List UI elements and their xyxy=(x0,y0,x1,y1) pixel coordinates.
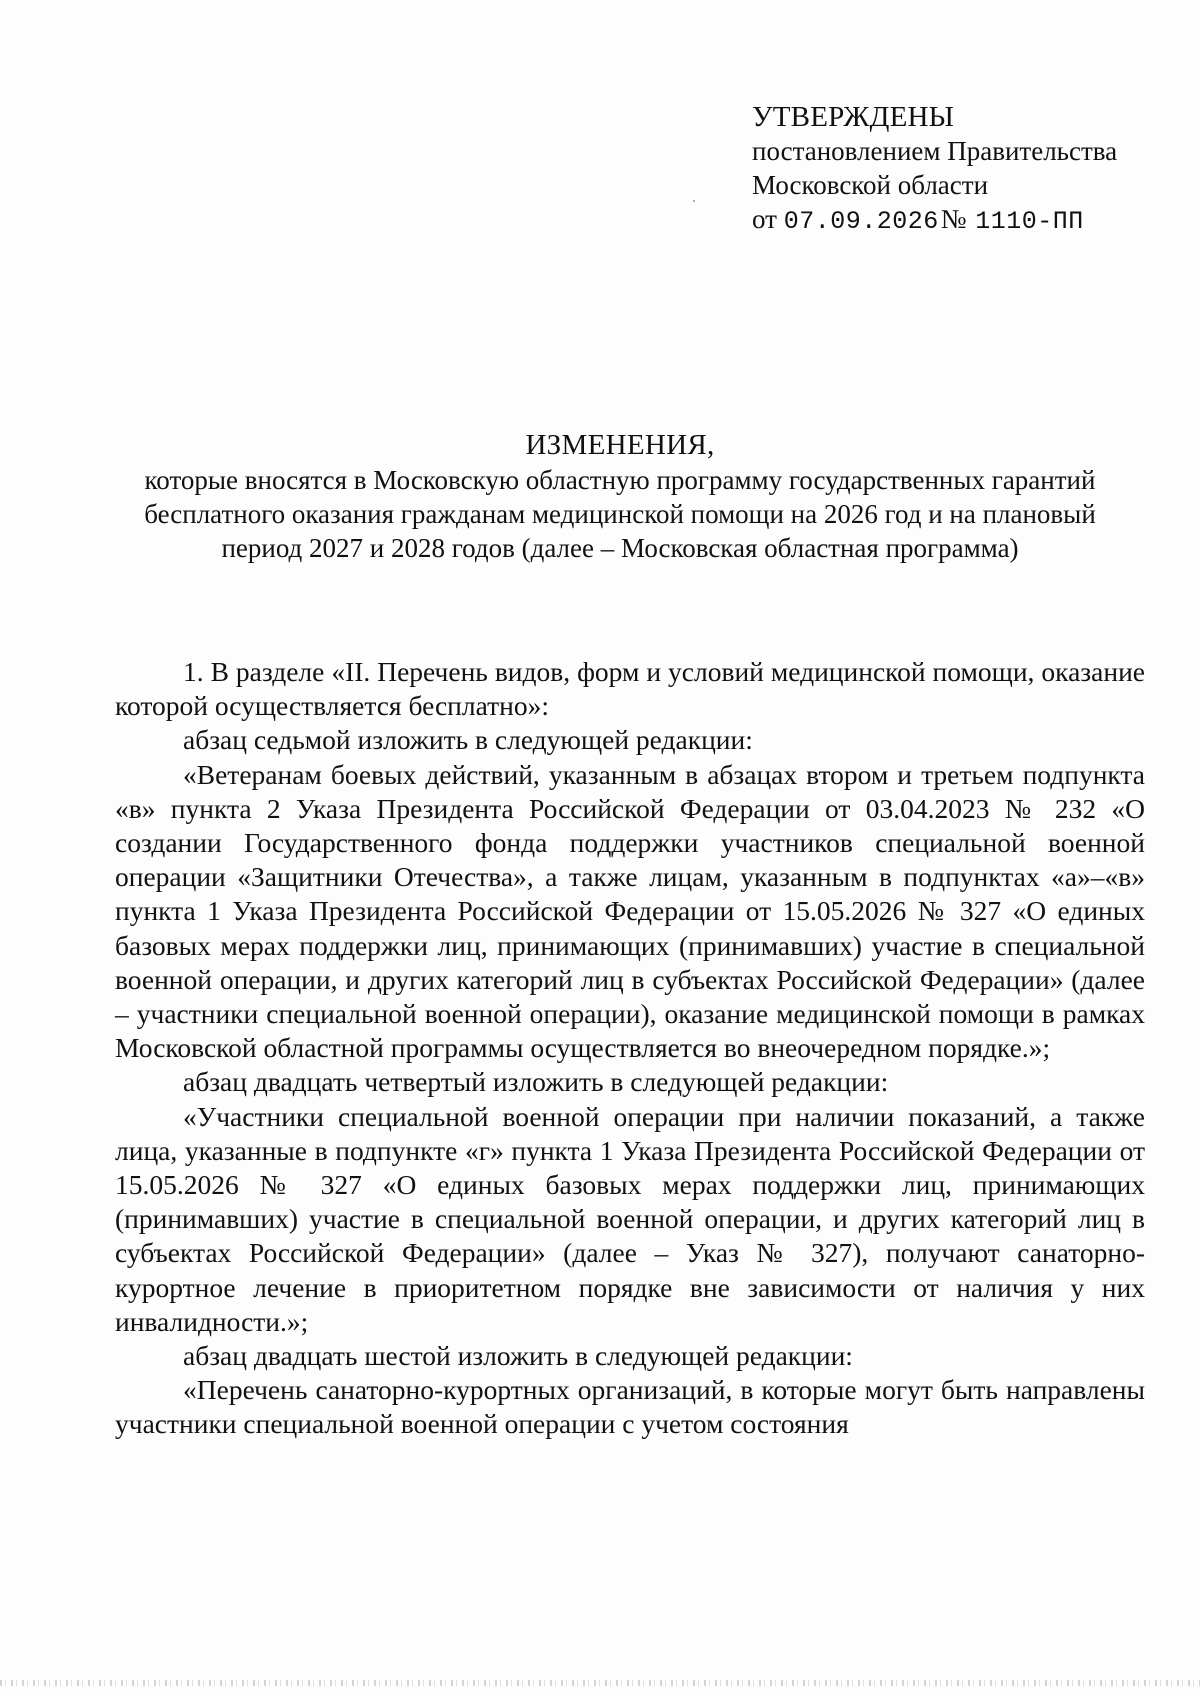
approval-line-2: Московской области xyxy=(752,170,989,200)
paragraph-1: 1. В разделе «II. Перечень видов, форм и условий медицинской помощи, оказание которой осуществляется бесплатно»: xyxy=(115,656,1145,722)
approval-line-1: постановлением Правительства xyxy=(752,136,1118,166)
document-subtitle-line-2: бесплатного оказания гражданам медицинской помощи на 2026 год и на плановый xyxy=(144,499,1096,529)
approval-number: 1110-ПП xyxy=(975,207,1084,236)
document-title-block xyxy=(100,428,1140,565)
paragraph-3: «Ветеранам боевых действий, указанным в абзацах втором и третьем подпункта «в» пункта 2 Указа Президента Российской Федерации от 03.04.2023 № 232 «О создании Государственного фонда поддержки участников специальной военной операции «Защитники Отечества», а также лицам, указанным в подпунктах «а»–«в» пункта 1 Указа Президента Российской Федерации от 15.05.2026 № 327 «О единых базовых мерах поддержки лиц, принимающих (принимавших) участие в специальной военной операции, и других категорий лиц в субъектах Российской Федерации» (далее – участники специальной военной операции), оказание медицинской помощи в рамках Московской областной программы осуществляется во внеочередном порядке.»; xyxy=(115,758,1145,1064)
paragraph-7: «Перечень санаторно-курортных организаций, в которые могут быть направлены участники специальной военной операции с учетом состояния xyxy=(115,1374,1145,1440)
paragraph-5: «Участники специальной военной операции при наличии показаний, а также лица, указанные в подпункте «г» пункта 1 Указа Президента Российской Федерации от 15.05.2026 № 327 «О единых базовых мерах поддержки лиц, принимающих (принимавших) участие в специальной военной операции, и других категорий лиц в субъектах Российской Федерации» (далее – Указ № 327), получают санаторно-курортное лечение в приоритетном порядке вне зависимости от наличия у них инвалидности.»; xyxy=(115,1100,1145,1337)
scan-edge-noise xyxy=(0,1680,1200,1686)
approval-date-prefix: от xyxy=(752,204,777,234)
document-subtitle-line-3: период 2027 и 2028 годов (далее – Московская областная программа) xyxy=(221,533,1019,563)
document-body xyxy=(115,655,1145,1442)
approval-number-sign: № xyxy=(940,204,967,234)
approval-stamp-block xyxy=(752,100,1117,239)
paragraph-4: абзац двадцать четвертый изложить в следующей редакции: xyxy=(183,1066,889,1098)
paragraph-6: абзац двадцать шестой изложить в следующей редакции: xyxy=(183,1340,853,1372)
approval-date-line xyxy=(752,202,1117,239)
approval-date: 07.09.2026 xyxy=(783,207,939,236)
approval-heading: УТВЕРЖДЕНЫ xyxy=(752,101,955,133)
document-subtitle-line-1: которые вносятся в Московскую областную программу государственных гарантий xyxy=(144,465,1096,495)
scan-speck xyxy=(693,200,695,202)
paragraph-2: абзац седьмой изложить в следующей редакции: xyxy=(183,724,753,756)
document-title: ИЗМЕНЕНИЯ, xyxy=(525,429,715,461)
